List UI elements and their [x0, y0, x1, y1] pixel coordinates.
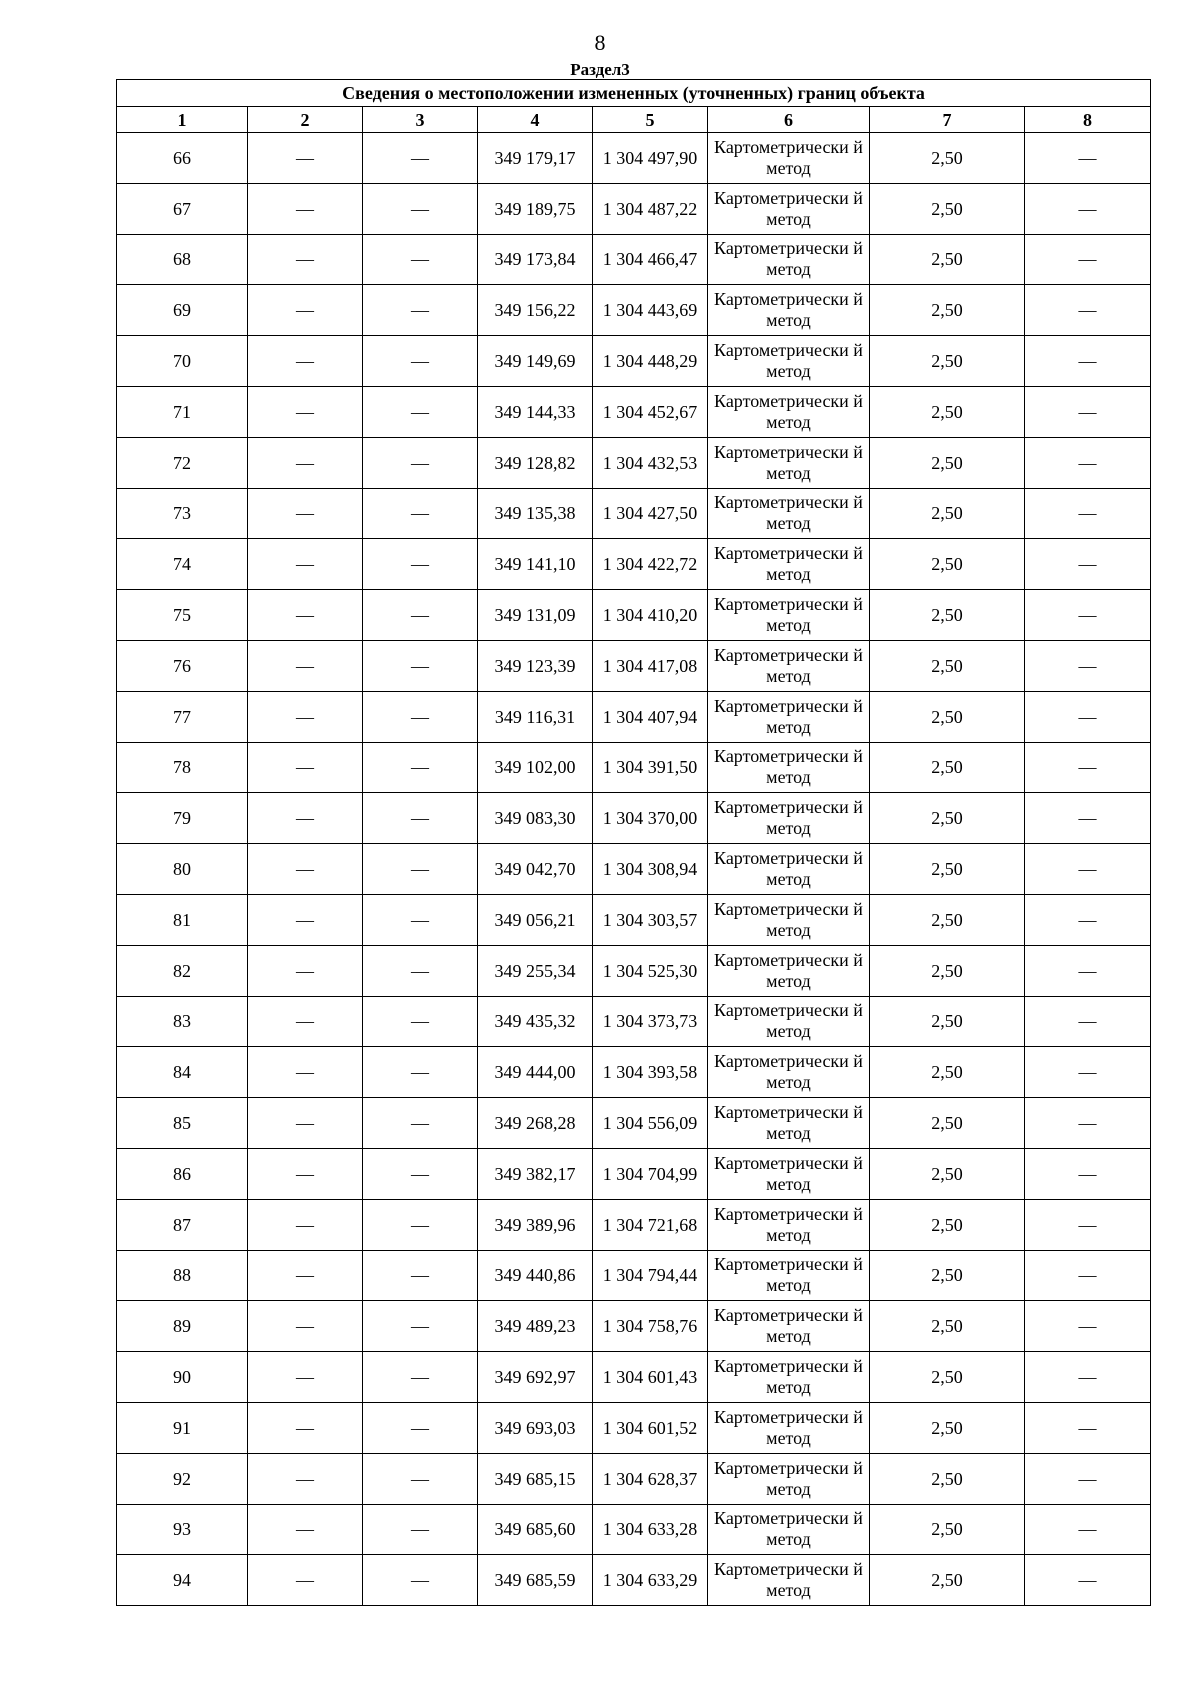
point-number-cell: 79 [117, 793, 248, 844]
table-row [117, 793, 1151, 844]
column-3-cell: — [363, 1148, 478, 1199]
table-row [117, 1453, 1151, 1504]
method-cell: Картометрически й метод [708, 1352, 870, 1403]
accuracy-cell: 2,50 [870, 1402, 1025, 1453]
x-coordinate-cell: 349 128,82 [478, 437, 593, 488]
column-2-cell: — [248, 183, 363, 234]
table-row [117, 1250, 1151, 1301]
y-coordinate-cell: 1 304 373,73 [593, 996, 708, 1047]
y-coordinate-cell: 1 304 525,30 [593, 945, 708, 996]
y-coordinate-cell: 1 304 556,09 [593, 1098, 708, 1149]
accuracy-cell: 2,50 [870, 742, 1025, 793]
method-cell: Картометрически й метод [708, 996, 870, 1047]
column-3-cell: — [363, 488, 478, 539]
column-2-cell: — [248, 285, 363, 336]
column-3-cell: — [363, 894, 478, 945]
point-number-cell: 91 [117, 1402, 248, 1453]
column-8-cell: — [1025, 1301, 1151, 1352]
table-row [117, 742, 1151, 793]
point-number-cell: 69 [117, 285, 248, 336]
y-coordinate-cell: 1 304 303,57 [593, 894, 708, 945]
y-coordinate-cell: 1 304 432,53 [593, 437, 708, 488]
column-3-cell: — [363, 1250, 478, 1301]
table-row [117, 640, 1151, 691]
table-row [117, 539, 1151, 590]
accuracy-cell: 2,50 [870, 1555, 1025, 1606]
column-2-cell: — [248, 640, 363, 691]
accuracy-cell: 2,50 [870, 488, 1025, 539]
x-coordinate-cell: 349 440,86 [478, 1250, 593, 1301]
y-coordinate-cell: 1 304 704,99 [593, 1148, 708, 1199]
accuracy-cell: 2,50 [870, 1098, 1025, 1149]
column-8-cell: — [1025, 133, 1151, 184]
table-row [117, 1504, 1151, 1555]
table-row [117, 1047, 1151, 1098]
y-coordinate-cell: 1 304 452,67 [593, 386, 708, 437]
column-8-cell: — [1025, 793, 1151, 844]
method-cell: Картометрически й метод [708, 285, 870, 336]
column-8-cell: — [1025, 844, 1151, 895]
y-coordinate-cell: 1 304 487,22 [593, 183, 708, 234]
point-number-cell: 74 [117, 539, 248, 590]
column-8-cell: — [1025, 336, 1151, 387]
accuracy-cell: 2,50 [870, 793, 1025, 844]
column-3-cell: — [363, 183, 478, 234]
column-header: 7 [870, 107, 1025, 133]
method-cell: Картометрически й метод [708, 1250, 870, 1301]
x-coordinate-cell: 349 149,69 [478, 336, 593, 387]
column-3-cell: — [363, 1555, 478, 1606]
table-row [117, 590, 1151, 641]
column-3-cell: — [363, 640, 478, 691]
column-3-cell: — [363, 1199, 478, 1250]
y-coordinate-cell: 1 304 601,43 [593, 1352, 708, 1403]
x-coordinate-cell: 349 144,33 [478, 386, 593, 437]
column-8-cell: — [1025, 488, 1151, 539]
column-3-cell: — [363, 1402, 478, 1453]
y-coordinate-cell: 1 304 410,20 [593, 590, 708, 641]
y-coordinate-cell: 1 304 794,44 [593, 1250, 708, 1301]
y-coordinate-cell: 1 304 443,69 [593, 285, 708, 336]
accuracy-cell: 2,50 [870, 336, 1025, 387]
column-header: 2 [248, 107, 363, 133]
x-coordinate-cell: 349 056,21 [478, 894, 593, 945]
point-number-cell: 73 [117, 488, 248, 539]
table-row [117, 894, 1151, 945]
column-3-cell: — [363, 285, 478, 336]
table-row [117, 386, 1151, 437]
accuracy-cell: 2,50 [870, 183, 1025, 234]
column-2-cell: — [248, 234, 363, 285]
column-8-cell: — [1025, 640, 1151, 691]
column-3-cell: — [363, 234, 478, 285]
y-coordinate-cell: 1 304 448,29 [593, 336, 708, 387]
column-2-cell: — [248, 1250, 363, 1301]
x-coordinate-cell: 349 685,15 [478, 1453, 593, 1504]
method-cell: Картометрически й метод [708, 1504, 870, 1555]
table-row [117, 1199, 1151, 1250]
column-3-cell: — [363, 844, 478, 895]
method-cell: Картометрически й метод [708, 183, 870, 234]
point-number-cell: 92 [117, 1453, 248, 1504]
accuracy-cell: 2,50 [870, 590, 1025, 641]
method-cell: Картометрически й метод [708, 336, 870, 387]
x-coordinate-cell: 349 102,00 [478, 742, 593, 793]
column-header: 1 [117, 107, 248, 133]
page-number: 8 [594, 30, 606, 55]
y-coordinate-cell: 1 304 633,28 [593, 1504, 708, 1555]
column-8-cell: — [1025, 691, 1151, 742]
column-3-cell: — [363, 1352, 478, 1403]
x-coordinate-cell: 349 382,17 [478, 1148, 593, 1199]
method-cell: Картометрически й метод [708, 1047, 870, 1098]
x-coordinate-cell: 349 692,97 [478, 1352, 593, 1403]
boundary-coordinates-table [116, 79, 1151, 1606]
accuracy-cell: 2,50 [870, 1148, 1025, 1199]
point-number-cell: 85 [117, 1098, 248, 1149]
method-cell: Картометрически й метод [708, 590, 870, 641]
point-number-cell: 66 [117, 133, 248, 184]
table-row [117, 1555, 1151, 1606]
table-row [117, 336, 1151, 387]
accuracy-cell: 2,50 [870, 691, 1025, 742]
column-8-cell: — [1025, 996, 1151, 1047]
accuracy-cell: 2,50 [870, 386, 1025, 437]
column-8-cell: — [1025, 386, 1151, 437]
method-cell: Картометрически й метод [708, 539, 870, 590]
y-coordinate-cell: 1 304 417,08 [593, 640, 708, 691]
method-cell: Картометрически й метод [708, 488, 870, 539]
column-2-cell: — [248, 793, 363, 844]
accuracy-cell: 2,50 [870, 234, 1025, 285]
column-3-cell: — [363, 336, 478, 387]
point-number-cell: 80 [117, 844, 248, 895]
column-3-cell: — [363, 1504, 478, 1555]
method-cell: Картометрически й метод [708, 945, 870, 996]
accuracy-cell: 2,50 [870, 844, 1025, 895]
column-3-cell: — [363, 793, 478, 844]
accuracy-cell: 2,50 [870, 640, 1025, 691]
y-coordinate-cell: 1 304 466,47 [593, 234, 708, 285]
accuracy-cell: 2,50 [870, 1453, 1025, 1504]
column-header: 5 [593, 107, 708, 133]
y-coordinate-cell: 1 304 370,00 [593, 793, 708, 844]
point-number-cell: 94 [117, 1555, 248, 1606]
method-cell: Картометрически й метод [708, 691, 870, 742]
column-2-cell: — [248, 1504, 363, 1555]
x-coordinate-cell: 349 141,10 [478, 539, 593, 590]
point-number-cell: 68 [117, 234, 248, 285]
table-row [117, 691, 1151, 742]
table-row [117, 1402, 1151, 1453]
column-2-cell: — [248, 539, 363, 590]
column-2-cell: — [248, 133, 363, 184]
method-cell: Картометрически й метод [708, 844, 870, 895]
column-8-cell: — [1025, 183, 1151, 234]
x-coordinate-cell: 349 173,84 [478, 234, 593, 285]
table-caption: Сведения о местоположении измененных (уточненных) границ объекта [117, 80, 1151, 107]
y-coordinate-cell: 1 304 497,90 [593, 133, 708, 184]
table-row [117, 488, 1151, 539]
y-coordinate-cell: 1 304 422,72 [593, 539, 708, 590]
method-cell: Картометрически й метод [708, 1148, 870, 1199]
column-3-cell: — [363, 742, 478, 793]
column-3-cell: — [363, 133, 478, 184]
column-8-cell: — [1025, 285, 1151, 336]
column-8-cell: — [1025, 1402, 1151, 1453]
table-row [117, 133, 1151, 184]
table-body [117, 133, 1151, 1606]
y-coordinate-cell: 1 304 628,37 [593, 1453, 708, 1504]
y-coordinate-cell: 1 304 427,50 [593, 488, 708, 539]
column-2-cell: — [248, 1352, 363, 1403]
column-3-cell: — [363, 996, 478, 1047]
column-8-cell: — [1025, 945, 1151, 996]
method-cell: Картометрически й метод [708, 1402, 870, 1453]
method-cell: Картометрически й метод [708, 1199, 870, 1250]
x-coordinate-cell: 349 135,38 [478, 488, 593, 539]
column-2-cell: — [248, 590, 363, 641]
method-cell: Картометрически й метод [708, 742, 870, 793]
accuracy-cell: 2,50 [870, 945, 1025, 996]
x-coordinate-cell: 349 389,96 [478, 1199, 593, 1250]
x-coordinate-cell: 349 042,70 [478, 844, 593, 895]
column-8-cell: — [1025, 1352, 1151, 1403]
column-2-cell: — [248, 1301, 363, 1352]
column-3-cell: — [363, 1301, 478, 1352]
x-coordinate-cell: 349 693,03 [478, 1402, 593, 1453]
column-3-cell: — [363, 386, 478, 437]
column-header: 3 [363, 107, 478, 133]
y-coordinate-cell: 1 304 308,94 [593, 844, 708, 895]
column-2-cell: — [248, 437, 363, 488]
column-8-cell: — [1025, 1504, 1151, 1555]
accuracy-cell: 2,50 [870, 1301, 1025, 1352]
method-cell: Картометрически й метод [708, 386, 870, 437]
table-row [117, 437, 1151, 488]
accuracy-cell: 2,50 [870, 1250, 1025, 1301]
x-coordinate-cell: 349 268,28 [478, 1098, 593, 1149]
point-number-cell: 71 [117, 386, 248, 437]
column-2-cell: — [248, 691, 363, 742]
method-cell: Картометрически й метод [708, 894, 870, 945]
table-row [117, 234, 1151, 285]
column-2-cell: — [248, 336, 363, 387]
column-2-cell: — [248, 742, 363, 793]
column-2-cell: — [248, 1098, 363, 1149]
method-cell: Картометрически й метод [708, 234, 870, 285]
method-cell: Картометрически й метод [708, 437, 870, 488]
accuracy-cell: 2,50 [870, 1047, 1025, 1098]
accuracy-cell: 2,50 [870, 285, 1025, 336]
column-2-cell: — [248, 386, 363, 437]
point-number-cell: 89 [117, 1301, 248, 1352]
point-number-cell: 77 [117, 691, 248, 742]
x-coordinate-cell: 349 156,22 [478, 285, 593, 336]
x-coordinate-cell: 349 131,09 [478, 590, 593, 641]
column-2-cell: — [248, 1047, 363, 1098]
point-number-cell: 78 [117, 742, 248, 793]
column-header: 4 [478, 107, 593, 133]
column-3-cell: — [363, 945, 478, 996]
y-coordinate-cell: 1 304 393,58 [593, 1047, 708, 1098]
table-row [117, 1301, 1151, 1352]
x-coordinate-cell: 349 189,75 [478, 183, 593, 234]
column-2-cell: — [248, 1402, 363, 1453]
point-number-cell: 84 [117, 1047, 248, 1098]
x-coordinate-cell: 349 179,17 [478, 133, 593, 184]
accuracy-cell: 2,50 [870, 996, 1025, 1047]
x-coordinate-cell: 349 435,32 [478, 996, 593, 1047]
x-coordinate-cell: 349 116,31 [478, 691, 593, 742]
x-coordinate-cell: 349 123,39 [478, 640, 593, 691]
point-number-cell: 82 [117, 945, 248, 996]
column-header-row [117, 107, 1151, 133]
method-cell: Картометрически й метод [708, 133, 870, 184]
x-coordinate-cell: 349 685,59 [478, 1555, 593, 1606]
column-2-cell: — [248, 1148, 363, 1199]
x-coordinate-cell: 349 255,34 [478, 945, 593, 996]
table-caption-row [117, 80, 1151, 107]
point-number-cell: 90 [117, 1352, 248, 1403]
point-number-cell: 72 [117, 437, 248, 488]
column-8-cell: — [1025, 1453, 1151, 1504]
table-row [117, 183, 1151, 234]
point-number-cell: 93 [117, 1504, 248, 1555]
table-row [117, 844, 1151, 895]
method-cell: Картометрически й метод [708, 1555, 870, 1606]
column-header: 6 [708, 107, 870, 133]
column-3-cell: — [363, 1453, 478, 1504]
method-cell: Картометрически й метод [708, 793, 870, 844]
table-row [117, 996, 1151, 1047]
y-coordinate-cell: 1 304 601,52 [593, 1402, 708, 1453]
x-coordinate-cell: 349 444,00 [478, 1047, 593, 1098]
x-coordinate-cell: 349 489,23 [478, 1301, 593, 1352]
accuracy-cell: 2,50 [870, 1199, 1025, 1250]
column-8-cell: — [1025, 894, 1151, 945]
table-row [117, 1148, 1151, 1199]
method-cell: Картометрически й метод [708, 640, 870, 691]
column-3-cell: — [363, 590, 478, 641]
column-8-cell: — [1025, 1047, 1151, 1098]
point-number-cell: 81 [117, 894, 248, 945]
y-coordinate-cell: 1 304 633,29 [593, 1555, 708, 1606]
x-coordinate-cell: 349 083,30 [478, 793, 593, 844]
method-cell: Картометрически й метод [708, 1453, 870, 1504]
point-number-cell: 87 [117, 1199, 248, 1250]
point-number-cell: 76 [117, 640, 248, 691]
column-2-cell: — [248, 945, 363, 996]
column-3-cell: — [363, 691, 478, 742]
column-3-cell: — [363, 1047, 478, 1098]
accuracy-cell: 2,50 [870, 1504, 1025, 1555]
accuracy-cell: 2,50 [870, 539, 1025, 590]
y-coordinate-cell: 1 304 758,76 [593, 1301, 708, 1352]
table-row [117, 1098, 1151, 1149]
y-coordinate-cell: 1 304 391,50 [593, 742, 708, 793]
point-number-cell: 83 [117, 996, 248, 1047]
column-header: 8 [1025, 107, 1151, 133]
column-8-cell: — [1025, 1148, 1151, 1199]
column-3-cell: — [363, 437, 478, 488]
table-row [117, 1352, 1151, 1403]
column-2-cell: — [248, 1199, 363, 1250]
accuracy-cell: 2,50 [870, 437, 1025, 488]
method-cell: Картометрически й метод [708, 1301, 870, 1352]
method-cell: Картометрически й метод [708, 1098, 870, 1149]
column-2-cell: — [248, 1453, 363, 1504]
accuracy-cell: 2,50 [870, 133, 1025, 184]
column-8-cell: — [1025, 742, 1151, 793]
column-3-cell: — [363, 1098, 478, 1149]
point-number-cell: 86 [117, 1148, 248, 1199]
accuracy-cell: 2,50 [870, 894, 1025, 945]
y-coordinate-cell: 1 304 407,94 [593, 691, 708, 742]
column-8-cell: — [1025, 437, 1151, 488]
column-2-cell: — [248, 894, 363, 945]
point-number-cell: 70 [117, 336, 248, 387]
column-8-cell: — [1025, 1199, 1151, 1250]
accuracy-cell: 2,50 [870, 1352, 1025, 1403]
column-8-cell: — [1025, 1250, 1151, 1301]
column-2-cell: — [248, 844, 363, 895]
y-coordinate-cell: 1 304 721,68 [593, 1199, 708, 1250]
table-row [117, 945, 1151, 996]
column-8-cell: — [1025, 539, 1151, 590]
column-2-cell: — [248, 996, 363, 1047]
column-8-cell: — [1025, 1555, 1151, 1606]
point-number-cell: 67 [117, 183, 248, 234]
section-title: Раздел3 [570, 60, 630, 79]
column-8-cell: — [1025, 234, 1151, 285]
column-2-cell: — [248, 488, 363, 539]
column-8-cell: — [1025, 1098, 1151, 1149]
x-coordinate-cell: 349 685,60 [478, 1504, 593, 1555]
table-row [117, 285, 1151, 336]
column-8-cell: — [1025, 590, 1151, 641]
point-number-cell: 88 [117, 1250, 248, 1301]
column-3-cell: — [363, 539, 478, 590]
column-2-cell: — [248, 1555, 363, 1606]
point-number-cell: 75 [117, 590, 248, 641]
